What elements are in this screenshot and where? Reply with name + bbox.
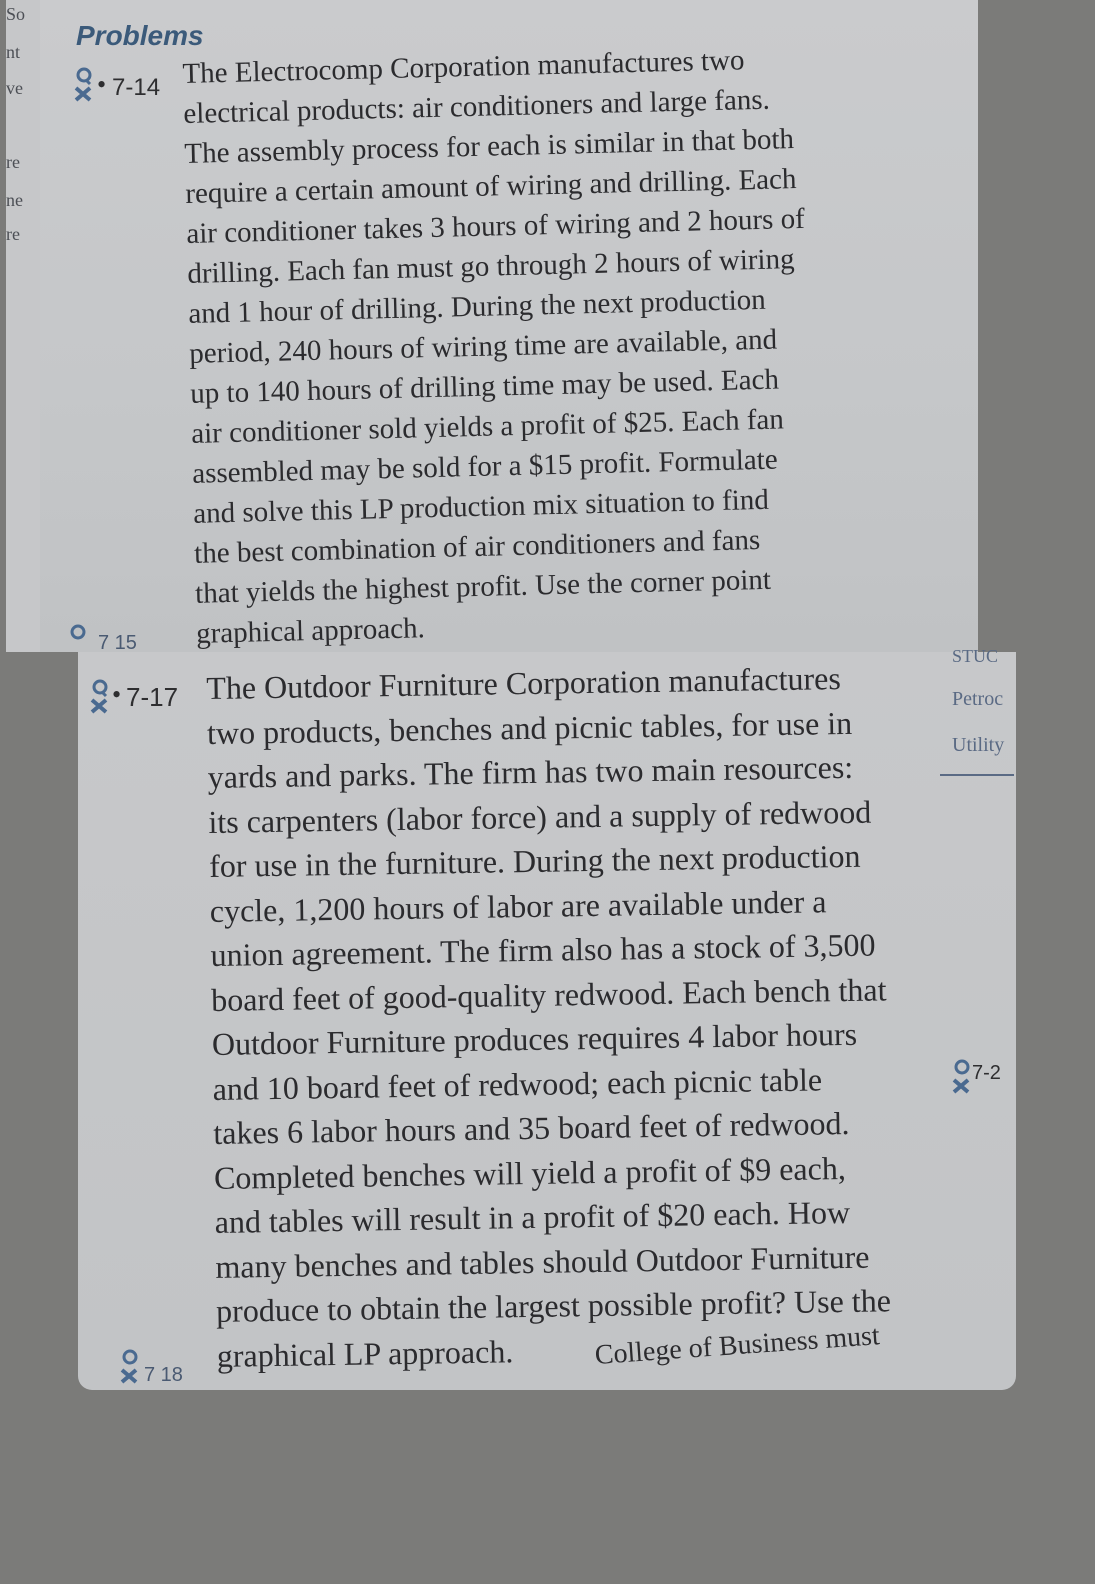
text-line: many benches and tables should Outdoor Furniture xyxy=(215,1238,870,1285)
right-margin-column xyxy=(940,646,1018,1392)
margin-word: ve xyxy=(6,78,23,98)
text-line: drilling. Each fan must go through 2 hours of wiring xyxy=(186,243,795,290)
text-line: two products, benches and picnic tables, for use in xyxy=(206,704,853,751)
text-line: for use in the furniture. During the next production xyxy=(208,837,861,884)
text-line: union agreement. The firm also has a stock of 3,500 xyxy=(210,926,876,973)
text-line: and 10 board feet of redwood; each picnic table xyxy=(212,1060,823,1107)
question-x-icon xyxy=(118,1348,142,1384)
right-fragment: STUC xyxy=(952,646,999,666)
question-x-icon xyxy=(88,678,112,714)
question-x-icon xyxy=(72,66,96,102)
text-line: The Electrocomp Corporation manufactures two xyxy=(182,44,745,90)
margin-word: ne xyxy=(6,190,23,210)
text-line: graphical approach. xyxy=(195,612,426,650)
text-line: Completed benches will yield a profit of $9 each, xyxy=(213,1149,847,1196)
margin-word: re xyxy=(6,152,20,172)
next-problem-fragment: 7 15 xyxy=(98,632,137,652)
text-line: and 1 hour of drilling. During the next production xyxy=(187,283,767,330)
text-line: and solve this LP production mix situation to find xyxy=(192,483,770,530)
text-line: Outdoor Furniture produces requires 4 labor hours xyxy=(211,1015,858,1062)
text-line: air conditioner takes 3 hours of wiring and 2 hours of xyxy=(186,202,806,250)
problem-number: 7-17 xyxy=(126,682,179,712)
page-top xyxy=(6,0,978,652)
text-line: the best combination of air conditioners and fans xyxy=(193,524,761,570)
text-line: The Outdoor Furniture Corporation manufactures xyxy=(206,660,842,706)
right-fragment: Utility xyxy=(952,734,1005,756)
page-bottom xyxy=(78,652,1016,1390)
text-line: cycle, 1,200 hours of labor are available under a xyxy=(209,882,827,929)
question-icon xyxy=(68,620,92,644)
text-line: graphical LP approach. xyxy=(216,1332,514,1374)
text-line: up to 140 hours of drilling time may be used. Each xyxy=(189,363,780,410)
text-line: takes 6 labor hours and 35 board feet of redwood. xyxy=(213,1104,850,1151)
problem-7-14-text xyxy=(182,39,815,652)
text-line: assembled may be sold for a $15 profit. Formulate xyxy=(191,443,778,490)
section-heading: Problems xyxy=(76,20,204,51)
text-line: that yields the highest profit. Use the corner point xyxy=(194,563,772,610)
bottom-problem-fragment: 7 18 xyxy=(144,1364,183,1386)
bullet-dot: • xyxy=(112,680,122,709)
text-line: and tables will result in a profit of $20 each. How xyxy=(214,1193,851,1240)
text-line: The assembly process for each is similar in that both xyxy=(184,123,795,170)
left-margin xyxy=(6,0,40,652)
text-line: require a certain amount of wiring and drilling. Each xyxy=(185,163,797,210)
problem-7-17-text xyxy=(206,655,892,1378)
text-line: yards and parks. The firm has two main resources: xyxy=(207,748,854,795)
bottom-fragment: College of Business must xyxy=(593,1320,881,1372)
text-line: electrical products: air conditioners and large fans. xyxy=(183,83,771,130)
question-x-icon xyxy=(950,1058,974,1094)
margin-word: nt xyxy=(6,42,21,62)
text-line: air conditioner sold yields a profit of $25. Each fan xyxy=(190,403,785,450)
text-line: period, 240 hours of wiring time are available, and xyxy=(188,323,778,370)
right-fragment: Petroc xyxy=(952,688,1004,710)
problem-number: 7-14 xyxy=(112,74,161,101)
margin-word: So xyxy=(6,4,26,24)
text-line: board feet of good-quality redwood. Each bench that xyxy=(210,970,887,1018)
divider xyxy=(940,774,1014,776)
bullet-dot: • xyxy=(97,70,107,99)
text-line: its carpenters (labor force) and a supply of redwood xyxy=(208,793,872,840)
right-problem-number: 7-2 xyxy=(972,1062,1001,1084)
margin-word: re xyxy=(6,224,20,244)
text-line: produce to obtain the largest possible profit? Use the xyxy=(215,1282,892,1329)
